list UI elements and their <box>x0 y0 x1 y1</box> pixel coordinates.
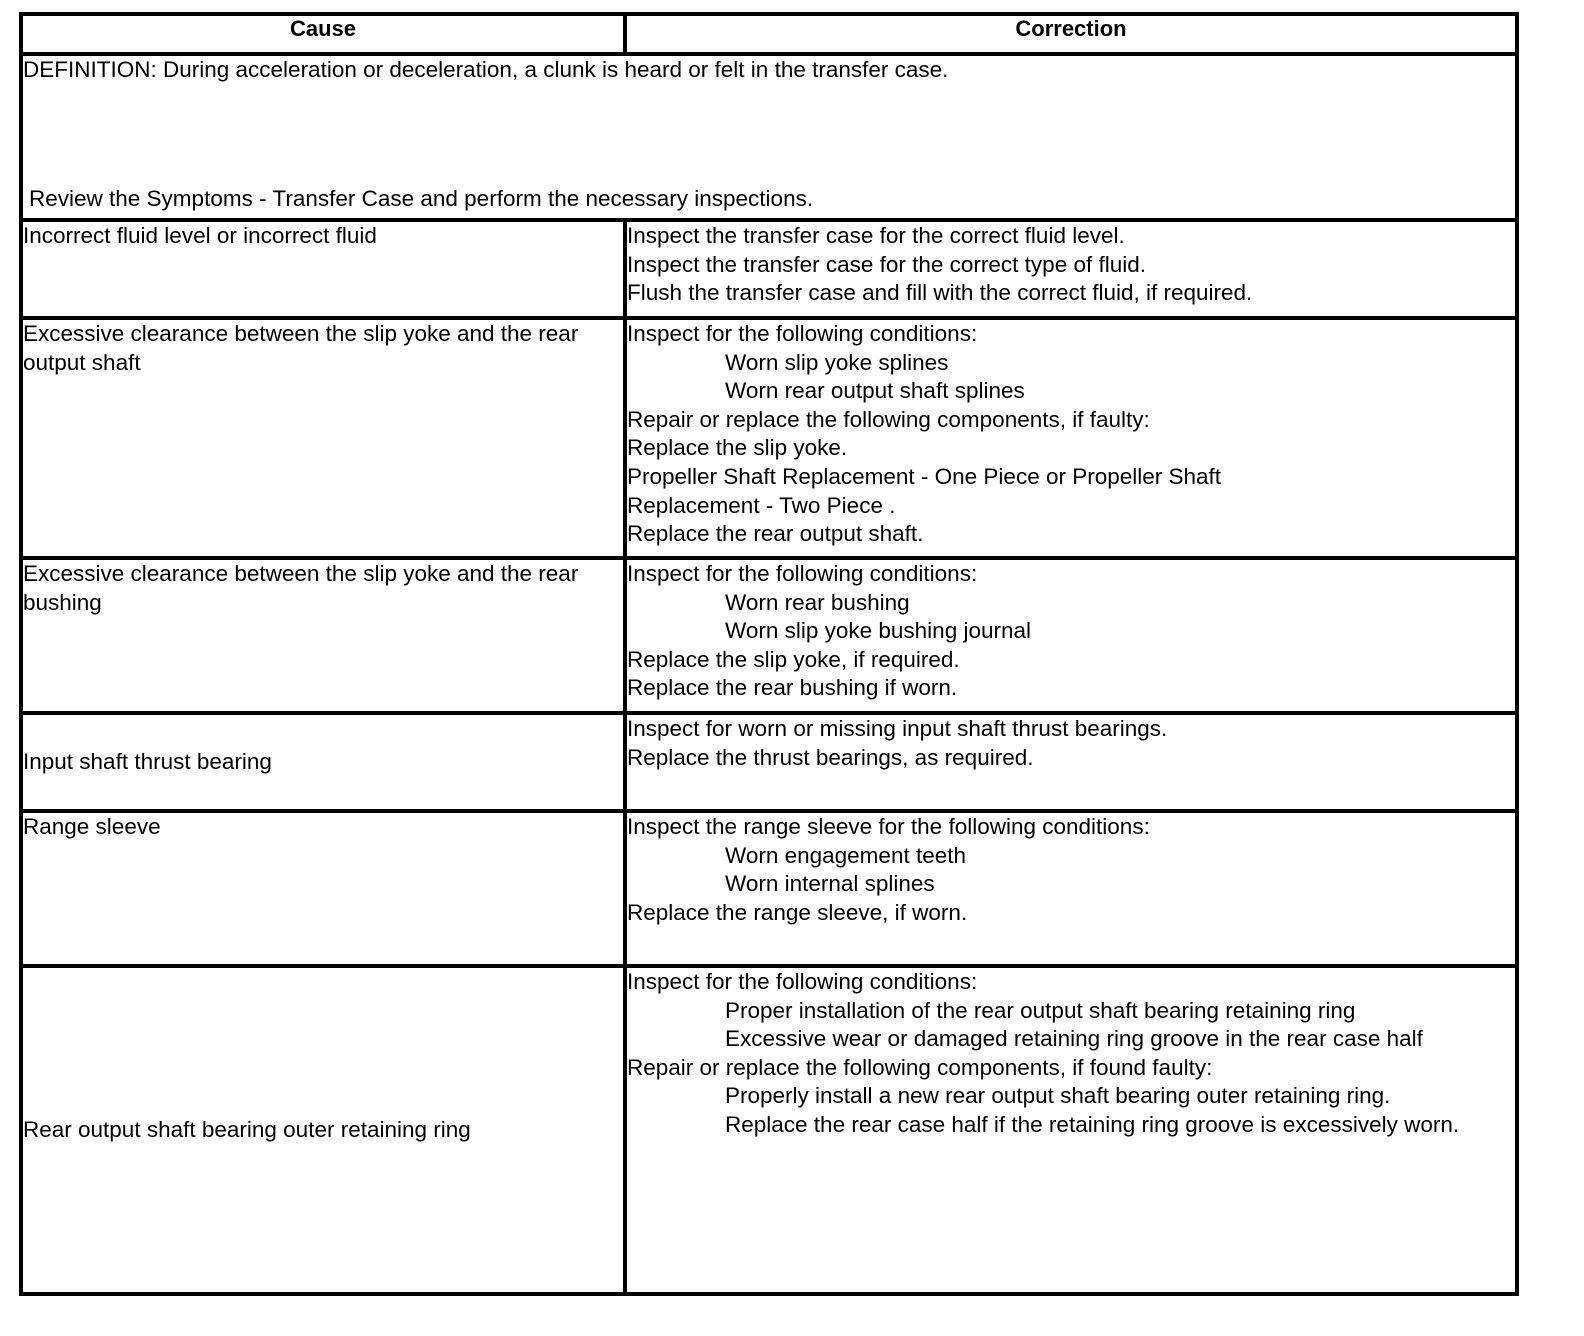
correction-subline: Replace the rear case half if the retaining ring groove is excessively worn. <box>725 1111 1460 1137</box>
diagnostic-table <box>19 12 1519 1296</box>
correction-cell <box>625 713 1517 811</box>
correction-line: Inspect for the following conditions: <box>627 969 978 994</box>
correction-subline: Worn engagement teeth <box>725 842 966 868</box>
correction-line: Replace the rear output shaft. <box>627 521 924 547</box>
correction-subline: Worn slip yoke splines <box>725 349 949 375</box>
correction-line: Replace the thrust bearings, as required. <box>627 744 1034 770</box>
cause-cell: Input shaft thrust bearing <box>21 713 625 811</box>
correction-subline: Proper installation of the rear output shaft bearing retaining ring <box>725 997 1356 1023</box>
table-row <box>21 318 1517 558</box>
correction-line: Replace the slip yoke. <box>627 435 848 461</box>
correction-subline: Properly install a new rear output shaft bearing outer retaining ring. <box>725 1083 1391 1109</box>
correction-line: Flush the transfer case and fill with the correct fluid, if required. <box>627 280 1253 306</box>
cause-cell: Incorrect fluid level or incorrect fluid <box>21 220 625 318</box>
table-row <box>21 558 1517 713</box>
definition-cell <box>21 54 1517 220</box>
correction-line: Replace the range sleeve, if worn. <box>627 899 968 925</box>
correction-line: Propeller Shaft Replacement - One Piece or Propeller Shaft <box>627 463 1222 489</box>
correction-subline: Worn slip yoke bushing journal <box>725 618 1032 644</box>
correction-cell <box>625 558 1517 713</box>
correction-line: Replace the rear bushing if worn. <box>627 675 958 701</box>
table-row <box>21 220 1517 318</box>
correction-column-header: Correction <box>625 14 1517 54</box>
correction-line: Replace the slip yoke, if required. <box>627 646 960 672</box>
correction-subline: Worn internal splines <box>725 871 935 897</box>
table-header-row <box>21 14 1517 54</box>
correction-cell <box>625 811 1517 966</box>
cause-cell: Excessive clearance between the slip yoke and the rear bushing <box>21 558 625 713</box>
cause-cell: Rear output shaft bearing outer retaining ring <box>21 966 625 1294</box>
correction-line: Repair or replace the following components, if found faulty: <box>627 1054 1213 1080</box>
correction-cell <box>625 220 1517 318</box>
correction-line: Inspect for the following conditions: <box>627 321 978 346</box>
cause-cell: Range sleeve <box>21 811 625 966</box>
table-row <box>21 713 1517 811</box>
table-row <box>21 966 1517 1294</box>
correction-cell <box>625 318 1517 558</box>
correction-line: Inspect for the following conditions: <box>627 561 978 586</box>
correction-line: Inspect the range sleeve for the following conditions: <box>627 814 1150 839</box>
correction-subline: Excessive wear or damaged retaining ring groove in the rear case half <box>725 1026 1423 1052</box>
review-instruction: Review the Symptoms - Transfer Case and perform the necessary inspections. <box>29 186 814 212</box>
definition-row <box>21 54 1517 220</box>
correction-subline: Worn rear bushing <box>725 589 910 615</box>
correction-line: Inspect for worn or missing input shaft thrust bearings. <box>627 716 1168 741</box>
table-row <box>21 811 1517 966</box>
correction-line: Repair or replace the following components, if faulty: <box>627 406 1150 432</box>
definition-text: DEFINITION: During acceleration or deceleration, a clunk is heard or felt in the transfer case. <box>23 57 949 82</box>
correction-line: Replacement - Two Piece . <box>627 492 896 518</box>
correction-cell <box>625 966 1517 1294</box>
cause-column-header: Cause <box>21 14 625 54</box>
correction-subline: Worn rear output shaft splines <box>725 378 1025 404</box>
correction-line: Inspect the transfer case for the correct fluid level. <box>627 223 1125 248</box>
correction-line: Inspect the transfer case for the correct type of fluid. <box>627 251 1147 277</box>
cause-cell: Excessive clearance between the slip yoke and the rear output shaft <box>21 318 625 558</box>
